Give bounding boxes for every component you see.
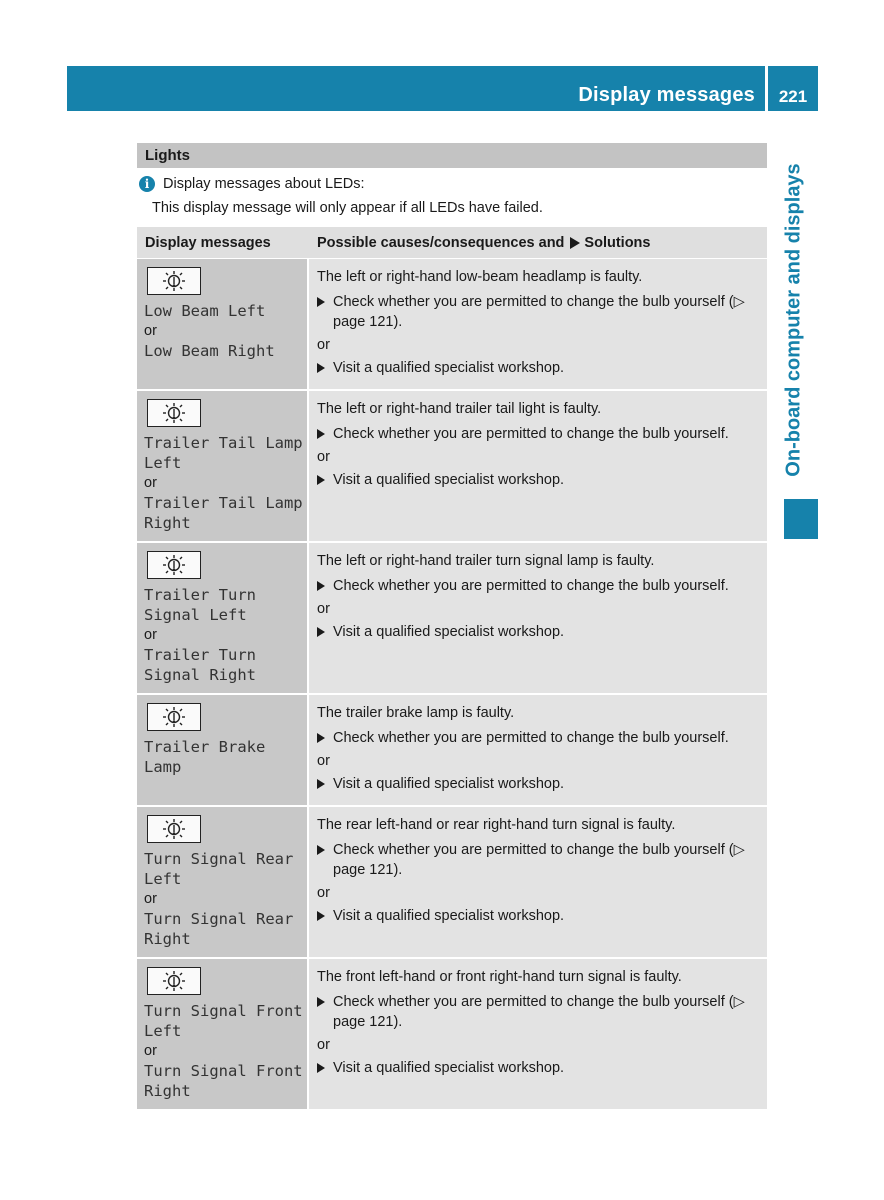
solution-step: [317, 1058, 759, 1078]
page-title: Display messages: [578, 84, 755, 106]
display-message-text: Trailer Tail Lamp Right: [144, 494, 303, 532]
display-message-cell: [137, 695, 309, 805]
display-message-cell: [137, 807, 309, 957]
or-separator: or: [317, 449, 330, 465]
display-message-text: Trailer Turn Signal Right: [144, 646, 256, 684]
table-header: [137, 227, 767, 259]
bulb-fault-icon: [147, 267, 201, 295]
cause-text: The rear left-hand or rear right-hand turn signal is faulty.: [317, 817, 676, 833]
bulb-fault-icon: [147, 399, 201, 427]
or-separator: or: [317, 337, 330, 353]
header-bar: [67, 66, 765, 111]
step-arrow-icon: [317, 297, 325, 307]
side-tab-label: On-board computer and displays: [782, 163, 805, 477]
or-separator: or: [144, 891, 157, 907]
page-number: 221: [778, 87, 808, 106]
cause-text: The trailer brake lamp is faulty.: [317, 705, 515, 721]
display-message-text: Trailer Tail Lamp Left: [144, 434, 303, 472]
solution-step-text: Visit a qualified specialist workshop.: [333, 908, 565, 924]
section-header: [137, 143, 767, 168]
solution-step: [317, 358, 759, 378]
or-separator: or: [317, 1037, 330, 1053]
table-row: [137, 543, 767, 695]
display-message-text: Trailer Turn Signal Left: [144, 586, 256, 624]
table-row: [137, 259, 767, 391]
step-arrow-icon: [317, 779, 325, 789]
display-message-cell: [137, 959, 309, 1109]
step-arrow-icon: [317, 733, 325, 743]
or-separator: or: [317, 885, 330, 901]
step-arrow-icon: [317, 997, 325, 1007]
causes-solutions-cell: [309, 695, 767, 805]
col-header-solutions-text: Solutions: [584, 235, 651, 251]
solution-step: [317, 992, 759, 1032]
bulb-fault-icon: [147, 703, 201, 731]
causes-solutions-cell: [309, 543, 767, 693]
page-number-box: [768, 66, 818, 111]
side-tab-marker: [784, 499, 818, 539]
step-arrow-icon: [317, 429, 325, 439]
display-message-text: Turn Signal Rear Left: [144, 850, 294, 888]
side-tab: [770, 150, 818, 490]
solution-step: [317, 292, 759, 332]
col-header-causes: [309, 227, 767, 258]
causes-solutions-cell: [309, 391, 767, 541]
table-row: [137, 807, 767, 959]
display-message-text: Turn Signal Front Right: [144, 1062, 303, 1100]
solution-step-text: Check whether you are permitted to change the bulb yourself (▷ page 121).: [333, 994, 745, 1030]
solution-step-text: Check whether you are permitted to change the bulb yourself.: [333, 426, 729, 442]
solution-step-text: Check whether you are permitted to change the bulb yourself (▷ page 121).: [333, 294, 745, 330]
info-icon: i: [139, 176, 155, 192]
solution-step-text: Visit a qualified specialist workshop.: [333, 624, 565, 640]
info-detail: This display message will only appear if all LEDs have failed.: [152, 200, 543, 216]
or-separator: or: [144, 475, 157, 491]
display-message-text: Turn Signal Front Left: [144, 1002, 303, 1040]
table-row: [137, 959, 767, 1111]
step-arrow-icon: [317, 845, 325, 855]
solution-step-text: Visit a qualified specialist workshop.: [333, 776, 565, 792]
step-arrow-icon: [317, 911, 325, 921]
col-header-causes-text: Possible causes/consequences and: [317, 235, 565, 251]
info-note-text: Display messages about LEDs:: [163, 176, 365, 192]
causes-solutions-cell: [309, 959, 767, 1109]
cause-text: The left or right-hand trailer tail light is faulty.: [317, 401, 602, 417]
step-arrow-icon: [317, 363, 325, 373]
cause-text: The front left-hand or front right-hand turn signal is faulty.: [317, 969, 682, 985]
col-header-messages: Display messages: [145, 235, 271, 251]
display-message-cell: [137, 543, 309, 693]
causes-solutions-cell: [309, 259, 767, 389]
or-separator: or: [144, 627, 157, 643]
display-message-cell: [137, 391, 309, 541]
solution-step-text: Visit a qualified specialist workshop.: [333, 1060, 565, 1076]
solution-step-text: Check whether you are permitted to change the bulb yourself.: [333, 578, 729, 594]
bulb-fault-icon: [147, 815, 201, 843]
table-row: [137, 391, 767, 543]
display-message-text: Low Beam Left: [144, 302, 266, 320]
solution-step-text: Check whether you are permitted to change the bulb yourself.: [333, 730, 729, 746]
step-arrow-icon: [317, 475, 325, 485]
solution-arrow-icon: [570, 237, 580, 249]
display-message-text: Trailer Brake Lamp: [144, 738, 266, 776]
info-note: [139, 176, 365, 192]
solution-step: [317, 622, 759, 642]
solution-step-text: Visit a qualified specialist workshop.: [333, 472, 565, 488]
solution-step: [317, 728, 759, 748]
step-arrow-icon: [317, 581, 325, 591]
table-row: [137, 695, 767, 807]
solution-step: [317, 840, 759, 880]
causes-solutions-cell: [309, 807, 767, 957]
display-message-cell: [137, 259, 309, 389]
messages-table: [137, 227, 767, 1111]
or-separator: or: [144, 323, 157, 339]
cause-text: The left or right-hand low-beam headlamp is faulty.: [317, 269, 643, 285]
display-message-text: Low Beam Right: [144, 342, 275, 360]
solution-step: [317, 774, 759, 794]
bulb-fault-icon: [147, 967, 201, 995]
cause-text: The left or right-hand trailer turn signal lamp is faulty.: [317, 553, 655, 569]
or-separator: or: [144, 1043, 157, 1059]
solution-step-text: Visit a qualified specialist workshop.: [333, 360, 565, 376]
solution-step: [317, 576, 759, 596]
solution-step: [317, 424, 759, 444]
or-separator: or: [317, 601, 330, 617]
table-body: [137, 259, 767, 1111]
step-arrow-icon: [317, 1063, 325, 1073]
solution-step-text: Check whether you are permitted to change the bulb yourself (▷ page 121).: [333, 842, 745, 878]
bulb-fault-icon: [147, 551, 201, 579]
display-message-text: Turn Signal Rear Right: [144, 910, 294, 948]
or-separator: or: [317, 753, 330, 769]
solution-step: [317, 470, 759, 490]
solution-step: [317, 906, 759, 926]
step-arrow-icon: [317, 627, 325, 637]
section-title: Lights: [145, 147, 190, 164]
